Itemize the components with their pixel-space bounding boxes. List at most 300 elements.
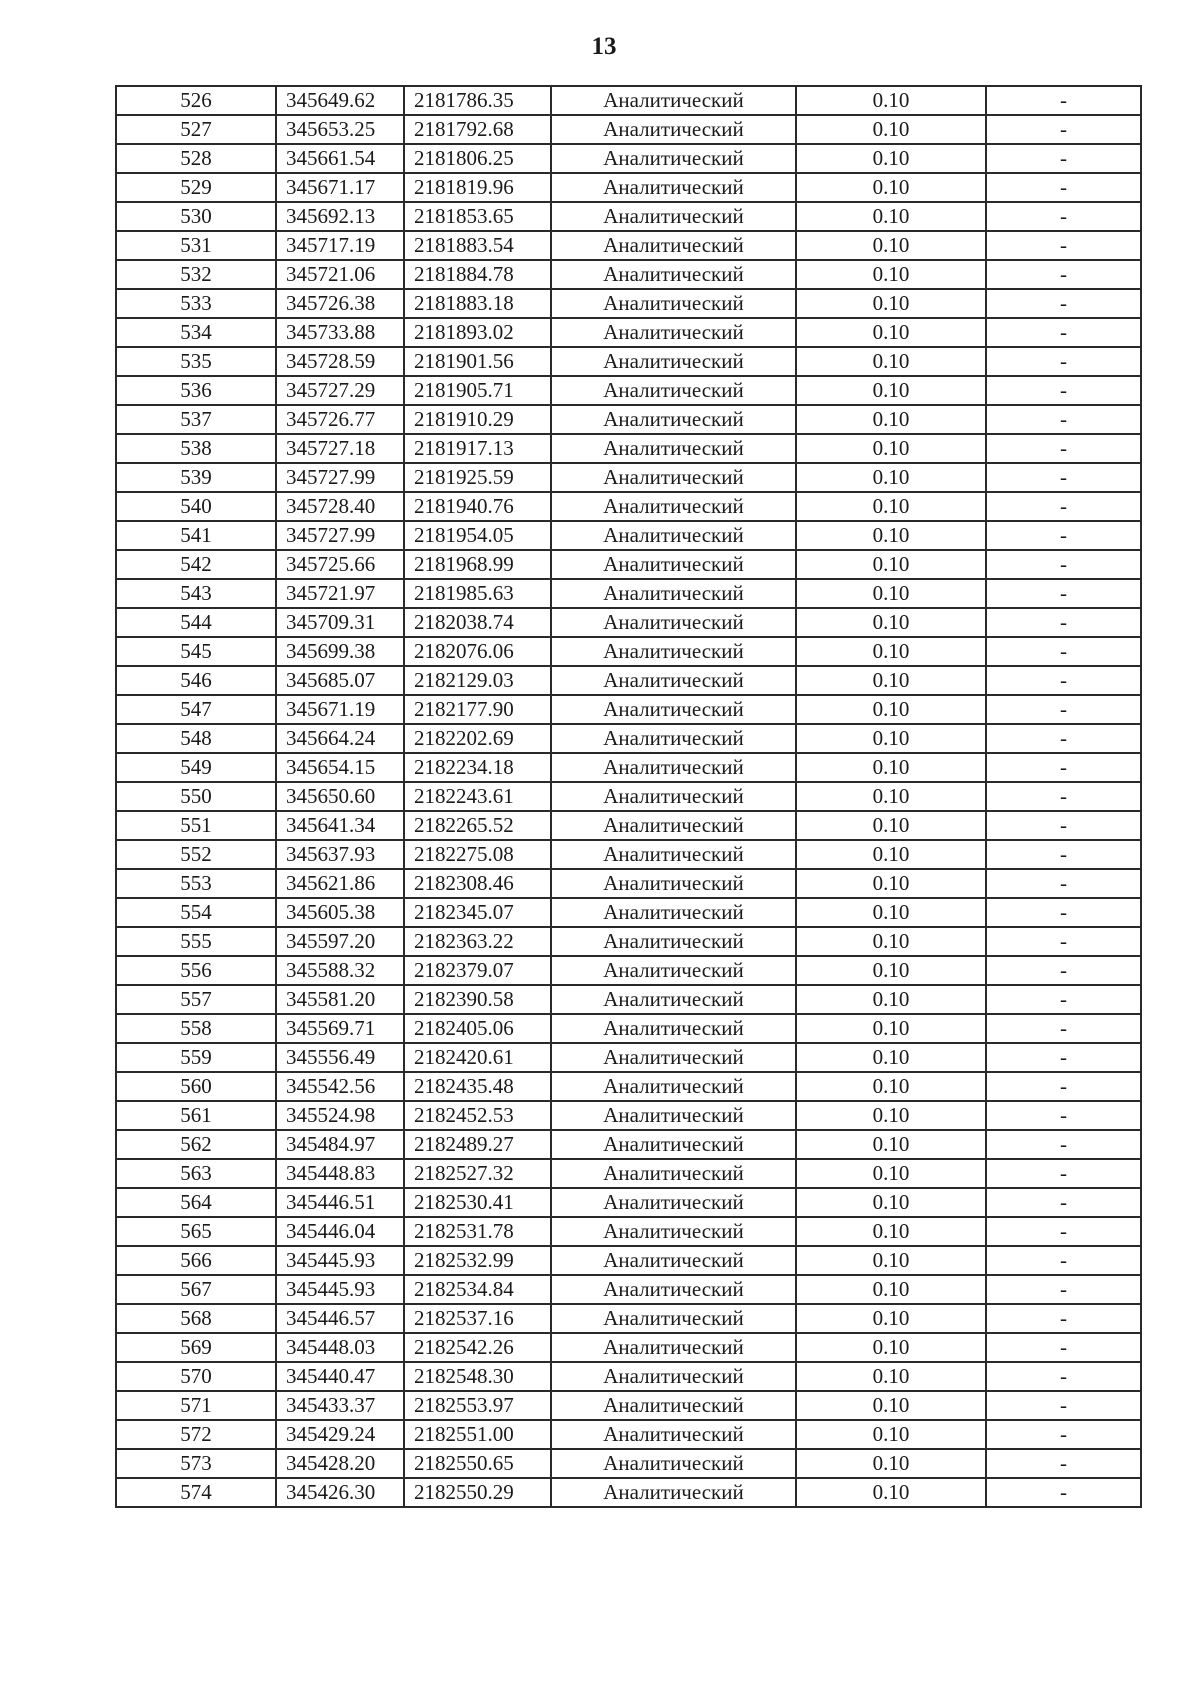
table-row <box>116 1478 1141 1507</box>
description-cell: - <box>986 1101 1141 1130</box>
method-cell: Аналитический <box>551 173 796 202</box>
table-row <box>116 956 1141 985</box>
x-coordinate-cell: 345433.37 <box>276 1391 404 1420</box>
point-number-cell: 542 <box>116 550 276 579</box>
accuracy-cell: 0.10 <box>796 840 986 869</box>
accuracy-cell: 0.10 <box>796 811 986 840</box>
y-coordinate-cell: 2182243.61 <box>404 782 551 811</box>
description-cell: - <box>986 1449 1141 1478</box>
description-cell: - <box>986 956 1141 985</box>
accuracy-cell: 0.10 <box>796 173 986 202</box>
description-cell: - <box>986 115 1141 144</box>
x-coordinate-cell: 345542.56 <box>276 1072 404 1101</box>
x-coordinate-cell: 345440.47 <box>276 1362 404 1391</box>
description-cell: - <box>986 1420 1141 1449</box>
table-row <box>116 1275 1141 1304</box>
y-coordinate-cell: 2182452.53 <box>404 1101 551 1130</box>
accuracy-cell: 0.10 <box>796 637 986 666</box>
accuracy-cell: 0.10 <box>796 1217 986 1246</box>
description-cell: - <box>986 1072 1141 1101</box>
table-row <box>116 289 1141 318</box>
accuracy-cell: 0.10 <box>796 1101 986 1130</box>
accuracy-cell: 0.10 <box>796 1014 986 1043</box>
table-row <box>116 1333 1141 1362</box>
x-coordinate-cell: 345621.86 <box>276 869 404 898</box>
page-number: 13 <box>591 33 617 60</box>
x-coordinate-cell: 345556.49 <box>276 1043 404 1072</box>
method-cell: Аналитический <box>551 1304 796 1333</box>
method-cell: Аналитический <box>551 1246 796 1275</box>
description-cell: - <box>986 1217 1141 1246</box>
point-number-cell: 562 <box>116 1130 276 1159</box>
y-coordinate-cell: 2182531.78 <box>404 1217 551 1246</box>
y-coordinate-cell: 2181905.71 <box>404 376 551 405</box>
method-cell: Аналитический <box>551 521 796 550</box>
table-row <box>116 115 1141 144</box>
method-cell: Аналитический <box>551 231 796 260</box>
method-cell: Аналитический <box>551 637 796 666</box>
x-coordinate-cell: 345448.83 <box>276 1159 404 1188</box>
coordinates-table <box>115 85 1142 1508</box>
y-coordinate-cell: 2182532.99 <box>404 1246 551 1275</box>
table-row <box>116 695 1141 724</box>
accuracy-cell: 0.10 <box>796 608 986 637</box>
point-number-cell: 540 <box>116 492 276 521</box>
table-row <box>116 782 1141 811</box>
description-cell: - <box>986 173 1141 202</box>
x-coordinate-cell: 345524.98 <box>276 1101 404 1130</box>
description-cell: - <box>986 898 1141 927</box>
y-coordinate-cell: 2182550.65 <box>404 1449 551 1478</box>
method-cell: Аналитический <box>551 579 796 608</box>
description-cell: - <box>986 231 1141 260</box>
table-row <box>116 1449 1141 1478</box>
accuracy-cell: 0.10 <box>796 1188 986 1217</box>
x-coordinate-cell: 345484.97 <box>276 1130 404 1159</box>
method-cell: Аналитический <box>551 811 796 840</box>
x-coordinate-cell: 345728.40 <box>276 492 404 521</box>
x-coordinate-cell: 345692.13 <box>276 202 404 231</box>
table-row <box>116 1246 1141 1275</box>
description-cell: - <box>986 637 1141 666</box>
x-coordinate-cell: 345446.57 <box>276 1304 404 1333</box>
y-coordinate-cell: 2181819.96 <box>404 173 551 202</box>
description-cell: - <box>986 666 1141 695</box>
table-row <box>116 753 1141 782</box>
accuracy-cell: 0.10 <box>796 1333 986 1362</box>
method-cell: Аналитический <box>551 666 796 695</box>
y-coordinate-cell: 2182202.69 <box>404 724 551 753</box>
y-coordinate-cell: 2182177.90 <box>404 695 551 724</box>
x-coordinate-cell: 345721.06 <box>276 260 404 289</box>
x-coordinate-cell: 345661.54 <box>276 144 404 173</box>
accuracy-cell: 0.10 <box>796 376 986 405</box>
point-number-cell: 537 <box>116 405 276 434</box>
table-row <box>116 1072 1141 1101</box>
description-cell: - <box>986 550 1141 579</box>
y-coordinate-cell: 2182548.30 <box>404 1362 551 1391</box>
description-cell: - <box>986 869 1141 898</box>
x-coordinate-cell: 345448.03 <box>276 1333 404 1362</box>
table-row <box>116 144 1141 173</box>
accuracy-cell: 0.10 <box>796 1072 986 1101</box>
x-coordinate-cell: 345446.04 <box>276 1217 404 1246</box>
description-cell: - <box>986 318 1141 347</box>
table-row <box>116 550 1141 579</box>
table-row <box>116 608 1141 637</box>
point-number-cell: 569 <box>116 1333 276 1362</box>
table-row <box>116 1217 1141 1246</box>
table-row <box>116 985 1141 1014</box>
x-coordinate-cell: 345671.19 <box>276 695 404 724</box>
method-cell: Аналитический <box>551 318 796 347</box>
x-coordinate-cell: 345641.34 <box>276 811 404 840</box>
table-row <box>116 637 1141 666</box>
x-coordinate-cell: 345650.60 <box>276 782 404 811</box>
table-row <box>116 1188 1141 1217</box>
accuracy-cell: 0.10 <box>796 463 986 492</box>
method-cell: Аналитический <box>551 782 796 811</box>
point-number-cell: 532 <box>116 260 276 289</box>
description-cell: - <box>986 289 1141 318</box>
x-coordinate-cell: 345446.51 <box>276 1188 404 1217</box>
method-cell: Аналитический <box>551 898 796 927</box>
description-cell: - <box>986 927 1141 956</box>
accuracy-cell: 0.10 <box>796 782 986 811</box>
y-coordinate-cell: 2181883.18 <box>404 289 551 318</box>
method-cell: Аналитический <box>551 1333 796 1362</box>
accuracy-cell: 0.10 <box>796 231 986 260</box>
description-cell: - <box>986 782 1141 811</box>
method-cell: Аналитический <box>551 724 796 753</box>
method-cell: Аналитический <box>551 1014 796 1043</box>
description-cell: - <box>986 695 1141 724</box>
y-coordinate-cell: 2182489.27 <box>404 1130 551 1159</box>
method-cell: Аналитический <box>551 1101 796 1130</box>
method-cell: Аналитический <box>551 289 796 318</box>
y-coordinate-cell: 2181806.25 <box>404 144 551 173</box>
accuracy-cell: 0.10 <box>796 405 986 434</box>
x-coordinate-cell: 345664.24 <box>276 724 404 753</box>
point-number-cell: 554 <box>116 898 276 927</box>
y-coordinate-cell: 2182379.07 <box>404 956 551 985</box>
point-number-cell: 539 <box>116 463 276 492</box>
x-coordinate-cell: 345725.66 <box>276 550 404 579</box>
accuracy-cell: 0.10 <box>796 753 986 782</box>
point-number-cell: 574 <box>116 1478 276 1507</box>
description-cell: - <box>986 1014 1141 1043</box>
description-cell: - <box>986 1304 1141 1333</box>
y-coordinate-cell: 2181786.35 <box>404 86 551 115</box>
accuracy-cell: 0.10 <box>796 1449 986 1478</box>
description-cell: - <box>986 608 1141 637</box>
y-coordinate-cell: 2181917.13 <box>404 434 551 463</box>
y-coordinate-cell: 2182550.29 <box>404 1478 551 1507</box>
method-cell: Аналитический <box>551 608 796 637</box>
accuracy-cell: 0.10 <box>796 260 986 289</box>
method-cell: Аналитический <box>551 753 796 782</box>
table-row <box>116 811 1141 840</box>
table-row <box>116 1420 1141 1449</box>
description-cell: - <box>986 1478 1141 1507</box>
description-cell: - <box>986 144 1141 173</box>
table-row <box>116 1043 1141 1072</box>
accuracy-cell: 0.10 <box>796 1130 986 1159</box>
accuracy-cell: 0.10 <box>796 289 986 318</box>
y-coordinate-cell: 2181968.99 <box>404 550 551 579</box>
point-number-cell: 528 <box>116 144 276 173</box>
method-cell: Аналитический <box>551 347 796 376</box>
method-cell: Аналитический <box>551 1188 796 1217</box>
method-cell: Аналитический <box>551 840 796 869</box>
method-cell: Аналитический <box>551 1130 796 1159</box>
x-coordinate-cell: 345727.29 <box>276 376 404 405</box>
table-row <box>116 724 1141 753</box>
table-row <box>116 927 1141 956</box>
method-cell: Аналитический <box>551 202 796 231</box>
x-coordinate-cell: 345685.07 <box>276 666 404 695</box>
y-coordinate-cell: 2181925.59 <box>404 463 551 492</box>
point-number-cell: 536 <box>116 376 276 405</box>
accuracy-cell: 0.10 <box>796 1478 986 1507</box>
y-coordinate-cell: 2181853.65 <box>404 202 551 231</box>
x-coordinate-cell: 345597.20 <box>276 927 404 956</box>
x-coordinate-cell: 345671.17 <box>276 173 404 202</box>
method-cell: Аналитический <box>551 1072 796 1101</box>
y-coordinate-cell: 2182076.06 <box>404 637 551 666</box>
method-cell: Аналитический <box>551 1362 796 1391</box>
point-number-cell: 550 <box>116 782 276 811</box>
point-number-cell: 543 <box>116 579 276 608</box>
y-coordinate-cell: 2182405.06 <box>404 1014 551 1043</box>
point-number-cell: 563 <box>116 1159 276 1188</box>
accuracy-cell: 0.10 <box>796 898 986 927</box>
table-row <box>116 1101 1141 1130</box>
y-coordinate-cell: 2182345.07 <box>404 898 551 927</box>
x-coordinate-cell: 345445.93 <box>276 1275 404 1304</box>
method-cell: Аналитический <box>551 1217 796 1246</box>
y-coordinate-cell: 2182551.00 <box>404 1420 551 1449</box>
x-coordinate-cell: 345721.97 <box>276 579 404 608</box>
description-cell: - <box>986 724 1141 753</box>
table-row <box>116 318 1141 347</box>
point-number-cell: 547 <box>116 695 276 724</box>
table-row <box>116 898 1141 927</box>
table-row <box>116 579 1141 608</box>
table-row <box>116 1159 1141 1188</box>
x-coordinate-cell: 345717.19 <box>276 231 404 260</box>
method-cell: Аналитический <box>551 86 796 115</box>
x-coordinate-cell: 345649.62 <box>276 86 404 115</box>
description-cell: - <box>986 579 1141 608</box>
point-number-cell: 557 <box>116 985 276 1014</box>
point-number-cell: 538 <box>116 434 276 463</box>
accuracy-cell: 0.10 <box>796 985 986 1014</box>
x-coordinate-cell: 345733.88 <box>276 318 404 347</box>
y-coordinate-cell: 2182420.61 <box>404 1043 551 1072</box>
point-number-cell: 530 <box>116 202 276 231</box>
y-coordinate-cell: 2182542.26 <box>404 1333 551 1362</box>
accuracy-cell: 0.10 <box>796 1043 986 1072</box>
description-cell: - <box>986 1043 1141 1072</box>
point-number-cell: 552 <box>116 840 276 869</box>
description-cell: - <box>986 376 1141 405</box>
method-cell: Аналитический <box>551 550 796 579</box>
point-number-cell: 526 <box>116 86 276 115</box>
point-number-cell: 564 <box>116 1188 276 1217</box>
table-row <box>116 434 1141 463</box>
method-cell: Аналитический <box>551 985 796 1014</box>
point-number-cell: 571 <box>116 1391 276 1420</box>
point-number-cell: 533 <box>116 289 276 318</box>
point-number-cell: 549 <box>116 753 276 782</box>
table-row <box>116 840 1141 869</box>
x-coordinate-cell: 345605.38 <box>276 898 404 927</box>
y-coordinate-cell: 2181910.29 <box>404 405 551 434</box>
accuracy-cell: 0.10 <box>796 1159 986 1188</box>
y-coordinate-cell: 2182527.32 <box>404 1159 551 1188</box>
description-cell: - <box>986 86 1141 115</box>
y-coordinate-cell: 2181884.78 <box>404 260 551 289</box>
description-cell: - <box>986 434 1141 463</box>
table-row <box>116 1391 1141 1420</box>
method-cell: Аналитический <box>551 1391 796 1420</box>
x-coordinate-cell: 345654.15 <box>276 753 404 782</box>
table-row <box>116 1014 1141 1043</box>
point-number-cell: 565 <box>116 1217 276 1246</box>
x-coordinate-cell: 345581.20 <box>276 985 404 1014</box>
point-number-cell: 546 <box>116 666 276 695</box>
method-cell: Аналитический <box>551 1449 796 1478</box>
point-number-cell: 566 <box>116 1246 276 1275</box>
table-row <box>116 260 1141 289</box>
y-coordinate-cell: 2182234.18 <box>404 753 551 782</box>
point-number-cell: 568 <box>116 1304 276 1333</box>
y-coordinate-cell: 2182275.08 <box>404 840 551 869</box>
accuracy-cell: 0.10 <box>796 434 986 463</box>
description-cell: - <box>986 1275 1141 1304</box>
x-coordinate-cell: 345727.18 <box>276 434 404 463</box>
description-cell: - <box>986 1159 1141 1188</box>
y-coordinate-cell: 2182553.97 <box>404 1391 551 1420</box>
method-cell: Аналитический <box>551 376 796 405</box>
x-coordinate-cell: 345428.20 <box>276 1449 404 1478</box>
point-number-cell: 556 <box>116 956 276 985</box>
point-number-cell: 541 <box>116 521 276 550</box>
table-row <box>116 463 1141 492</box>
y-coordinate-cell: 2182534.84 <box>404 1275 551 1304</box>
point-number-cell: 529 <box>116 173 276 202</box>
x-coordinate-cell: 345637.93 <box>276 840 404 869</box>
method-cell: Аналитический <box>551 115 796 144</box>
x-coordinate-cell: 345429.24 <box>276 1420 404 1449</box>
accuracy-cell: 0.10 <box>796 724 986 753</box>
y-coordinate-cell: 2182530.41 <box>404 1188 551 1217</box>
table-row <box>116 492 1141 521</box>
point-number-cell: 535 <box>116 347 276 376</box>
method-cell: Аналитический <box>551 869 796 898</box>
table-row <box>116 347 1141 376</box>
description-cell: - <box>986 521 1141 550</box>
point-number-cell: 570 <box>116 1362 276 1391</box>
y-coordinate-cell: 2181901.56 <box>404 347 551 376</box>
x-coordinate-cell: 345588.32 <box>276 956 404 985</box>
table-row <box>116 1304 1141 1333</box>
description-cell: - <box>986 1333 1141 1362</box>
accuracy-cell: 0.10 <box>796 202 986 231</box>
table-row <box>116 405 1141 434</box>
table-row <box>116 521 1141 550</box>
accuracy-cell: 0.10 <box>796 86 986 115</box>
table-row <box>116 869 1141 898</box>
y-coordinate-cell: 2182265.52 <box>404 811 551 840</box>
table-row <box>116 173 1141 202</box>
point-number-cell: 551 <box>116 811 276 840</box>
y-coordinate-cell: 2182129.03 <box>404 666 551 695</box>
accuracy-cell: 0.10 <box>796 869 986 898</box>
method-cell: Аналитический <box>551 260 796 289</box>
point-number-cell: 559 <box>116 1043 276 1072</box>
description-cell: - <box>986 1362 1141 1391</box>
method-cell: Аналитический <box>551 1420 796 1449</box>
table-row <box>116 1130 1141 1159</box>
table-row <box>116 376 1141 405</box>
table-row <box>116 231 1141 260</box>
y-coordinate-cell: 2182308.46 <box>404 869 551 898</box>
point-number-cell: 567 <box>116 1275 276 1304</box>
method-cell: Аналитический <box>551 492 796 521</box>
point-number-cell: 534 <box>116 318 276 347</box>
method-cell: Аналитический <box>551 927 796 956</box>
accuracy-cell: 0.10 <box>796 1246 986 1275</box>
method-cell: Аналитический <box>551 695 796 724</box>
method-cell: Аналитический <box>551 1275 796 1304</box>
x-coordinate-cell: 345445.93 <box>276 1246 404 1275</box>
x-coordinate-cell: 345709.31 <box>276 608 404 637</box>
description-cell: - <box>986 811 1141 840</box>
x-coordinate-cell: 345727.99 <box>276 521 404 550</box>
y-coordinate-cell: 2182435.48 <box>404 1072 551 1101</box>
accuracy-cell: 0.10 <box>796 318 986 347</box>
method-cell: Аналитический <box>551 956 796 985</box>
method-cell: Аналитический <box>551 405 796 434</box>
x-coordinate-cell: 345426.30 <box>276 1478 404 1507</box>
method-cell: Аналитический <box>551 1159 796 1188</box>
accuracy-cell: 0.10 <box>796 1362 986 1391</box>
description-cell: - <box>986 260 1141 289</box>
y-coordinate-cell: 2182363.22 <box>404 927 551 956</box>
description-cell: - <box>986 1391 1141 1420</box>
accuracy-cell: 0.10 <box>796 695 986 724</box>
table-row <box>116 86 1141 115</box>
y-coordinate-cell: 2182390.58 <box>404 985 551 1014</box>
point-number-cell: 548 <box>116 724 276 753</box>
x-coordinate-cell: 345726.77 <box>276 405 404 434</box>
method-cell: Аналитический <box>551 144 796 173</box>
point-number-cell: 572 <box>116 1420 276 1449</box>
point-number-cell: 531 <box>116 231 276 260</box>
x-coordinate-cell: 345569.71 <box>276 1014 404 1043</box>
method-cell: Аналитический <box>551 463 796 492</box>
method-cell: Аналитический <box>551 1478 796 1507</box>
description-cell: - <box>986 753 1141 782</box>
description-cell: - <box>986 1246 1141 1275</box>
x-coordinate-cell: 345727.99 <box>276 463 404 492</box>
accuracy-cell: 0.10 <box>796 347 986 376</box>
table-body <box>116 86 1141 1507</box>
method-cell: Аналитический <box>551 434 796 463</box>
accuracy-cell: 0.10 <box>796 144 986 173</box>
